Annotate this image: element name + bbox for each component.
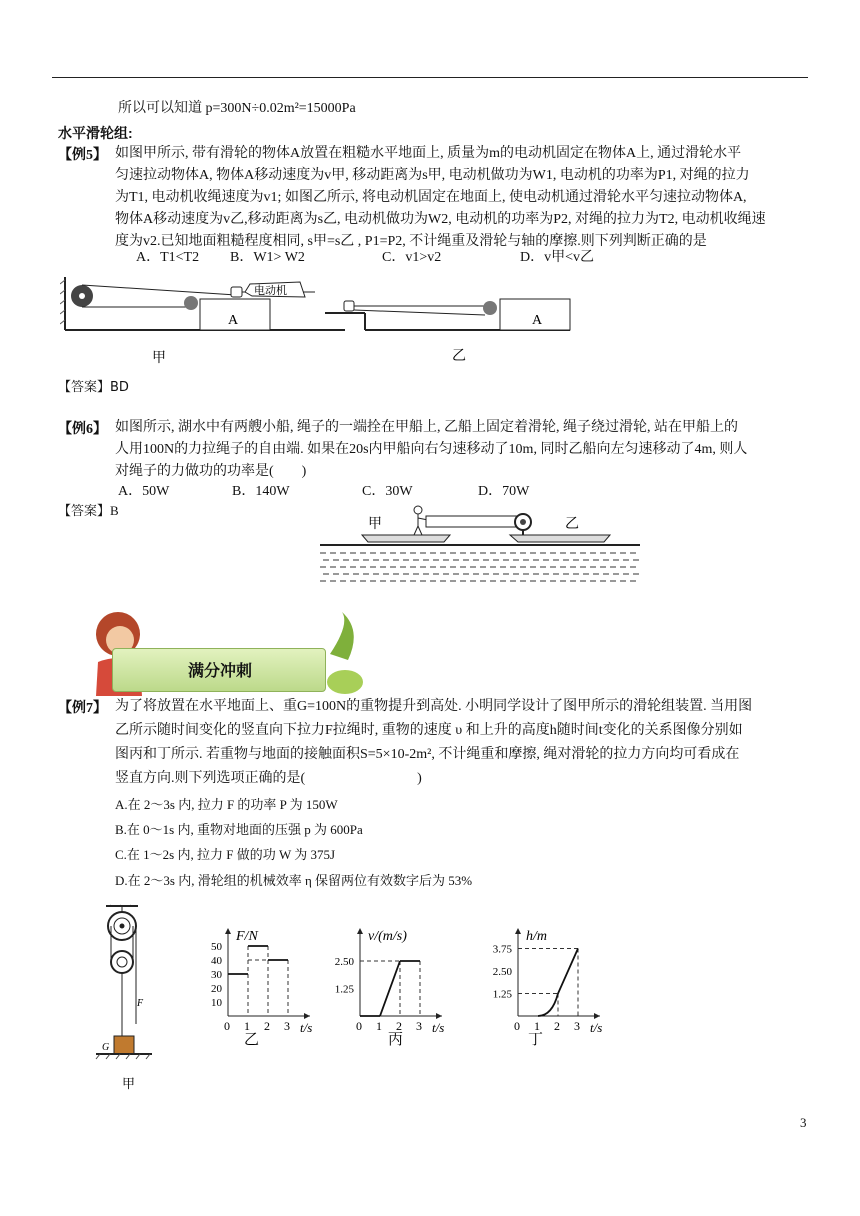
chart-0-xlabel: t/s: [300, 1020, 313, 1035]
x-arrow: [436, 1013, 442, 1019]
ex7-choice-d: D.在 2～3s 内, 滑轮组的机械效率 η 保留两位有效数字后为 53%: [115, 873, 473, 888]
chart-1-xtick: 1: [376, 1019, 382, 1033]
chart-0-ytick: 30: [211, 969, 222, 981]
ex7-label-ding: 丁: [528, 1032, 544, 1048]
chart-force: [196, 920, 326, 1060]
chart-2-xtick: 2: [554, 1019, 560, 1033]
ex6-option-a: A．50W: [118, 484, 170, 499]
ex5-line-2: 匀速拉动物体A, 物体A移动速度为v甲, 移动距离为s甲, 电动机做功为W1, 电动机的功率为P1, 对绳的拉力: [115, 168, 750, 183]
ex6-option-d: D．70W: [478, 484, 530, 499]
chart-0-xtick: 2: [264, 1019, 270, 1033]
ex5-line-5: 度为v2.已知地面粗糙程度相同, s甲=s乙 , P1=P2, 不计绳重及滑轮与轴的摩擦.则下列判断正确的是: [115, 234, 707, 249]
chart-2-ytick: 1.25: [492, 988, 512, 1001]
ex7-fig-F: F: [137, 998, 144, 1009]
chart-0-xtick: 3: [284, 1019, 290, 1033]
ex5-block-a-jia: A: [228, 313, 239, 328]
x-arrow: [304, 1013, 310, 1019]
ex7-label-yi: 乙: [244, 1032, 260, 1048]
chart-height: [460, 920, 610, 1060]
ex7-line-1: 为了将放置在水平地面上、重G=100N的重物提升到高处. 小明同学设计了图甲所示的滑轮组装置. 当用图: [115, 699, 753, 714]
chart-2-xtick: 1: [534, 1019, 540, 1033]
ex7-pulley-figure: [92, 904, 162, 1090]
chart-0-ytick: 50: [211, 941, 222, 953]
chart-0-ytick: 40: [211, 955, 222, 967]
header-rule: [52, 77, 808, 78]
ex7-fig-G: G: [102, 1042, 110, 1053]
chart-0-ytick: 20: [211, 983, 222, 995]
chart-1-ytick: 2.50: [334, 956, 354, 968]
ex7-line-4: 竖直方向.则下列选项正确的是( ): [115, 771, 422, 786]
ex6-option-c: C．30W: [362, 484, 413, 499]
page-number: 3: [800, 1115, 807, 1130]
ex7-choice-b: B.在 0～1s 内, 重物对地面的压强 p 为 600Pa: [115, 822, 363, 837]
ex5-option-a: A．T1<T2: [136, 250, 200, 265]
ex5-block-a-yi: A: [532, 313, 543, 328]
ex5-label: 【例5】: [58, 148, 107, 163]
ex7-label-jia: 甲: [122, 1076, 136, 1090]
y-arrow: [225, 928, 231, 934]
ex6-line-3: 对绳子的力做功的功率是( ): [115, 464, 307, 479]
ex7-line-3: 图丙和丁所示. 若重物与地面的接触面积S=5×10-2m², 不计绳重和摩擦, 绳对滑轮的拉力方向均可看成在: [115, 747, 740, 762]
chart-0-ylabel: F/N: [236, 929, 258, 944]
chart-2-xlabel: t/s: [590, 1020, 603, 1035]
ex7-choice-c: C.在 1～2s 内, 拉力 F 做的功 W 为 375J: [115, 847, 336, 862]
ex5-answer: 【答案】BD: [58, 380, 129, 395]
ex6-line-2: 人用100N的力拉绳子的自由端. 如果在20s内甲船向右匀速移动了10m, 同时乙船向左匀速移动了4m, 则人: [115, 442, 748, 457]
chart-1-ylabel: v/(m/s): [368, 929, 407, 944]
ex7-label: 【例7】: [58, 701, 107, 716]
ex7-choice-a: A.在 2～3s 内, 拉力 F 的功率 P 为 150W: [115, 797, 338, 812]
ex6-figure: [320, 502, 640, 588]
chart-1-ytick: 1.25: [334, 983, 354, 996]
ex5-label-jia: 甲: [152, 351, 166, 366]
ex5-line-1: 如图甲所示, 带有滑轮的物体A放置在粗糙水平地面上, 质量为m的电动机固定在物体A上, 通过滑轮水平: [115, 146, 742, 161]
y-arrow: [515, 928, 521, 934]
ex6-label-jia: 甲: [368, 517, 382, 532]
ex5-figure: [60, 272, 580, 368]
y-arrow: [357, 928, 363, 934]
section-heading: 水平滑轮组:: [58, 125, 133, 141]
ex6-label: 【例6】: [58, 422, 107, 437]
ex6-line-1: 如图所示, 湖水中有两艘小船, 绳子的一端拴在甲船上, 乙船上固定着滑轮, 绳子绕过滑轮, 站在甲船上的: [115, 420, 738, 435]
chart-1-xtick: 0: [356, 1019, 362, 1033]
chart-2-ytick: 3.75: [492, 943, 512, 956]
ex5-label-yi: 乙: [452, 349, 466, 364]
ex5-option-d: D．v甲<v乙: [520, 250, 595, 265]
ex6-option-b: B．140W: [232, 484, 290, 499]
x-arrow: [594, 1013, 600, 1019]
chart-2-xtick: 0: [514, 1019, 520, 1033]
chart-2-ylabel: h/m: [526, 929, 547, 944]
chart-1-xtick: 2: [396, 1019, 402, 1033]
chart-2-series: [538, 949, 578, 1017]
chart-1-segment: [380, 961, 400, 1016]
ex5-motor-label: 电动机: [254, 285, 287, 297]
ex5-option-b: B．W1> W2: [230, 250, 305, 265]
ex7-label-bing: 丙: [388, 1032, 404, 1048]
ex7-line-2: 乙所示随时间变化的竖直向下拉力F拉绳时, 重物的速度 υ 和上升的高度h随时间t变化的关系图像分别如: [115, 723, 743, 738]
chart-2-ytick: 2.50: [492, 966, 512, 978]
chart-1-xlabel: t/s: [432, 1020, 445, 1035]
ex5-line-4: 物体A移动速度为v乙,移动距离为s乙, 电动机做功为W2, 电动机的功率为P2, 对绳的拉力为T2, 电动机收绳速: [115, 212, 766, 227]
ex5-line-3: 为T1, 电动机收绳速度为v1; 如图乙所示, 将电动机固定在地面上, 使电动机通过滑轮水平匀速拉动物体A,: [115, 190, 747, 205]
chart-0-xtick: 1: [244, 1019, 250, 1033]
chart-velocity: [322, 920, 472, 1060]
chart-0-ytick: 10: [211, 997, 222, 1009]
ex5-option-c: C．v1>v2: [382, 250, 442, 265]
chart-1-xtick: 3: [416, 1019, 422, 1033]
banner-title: 满分冲刺: [188, 661, 253, 680]
chart-2-xtick: 3: [574, 1019, 580, 1033]
top-line: 所以可以知道 p=300N÷0.02m²=15000Pa: [118, 101, 356, 116]
chart-0-xtick: 0: [224, 1019, 230, 1033]
ex6-label-yi: 乙: [565, 517, 579, 532]
ex6-answer: 【答案】B: [58, 503, 119, 518]
